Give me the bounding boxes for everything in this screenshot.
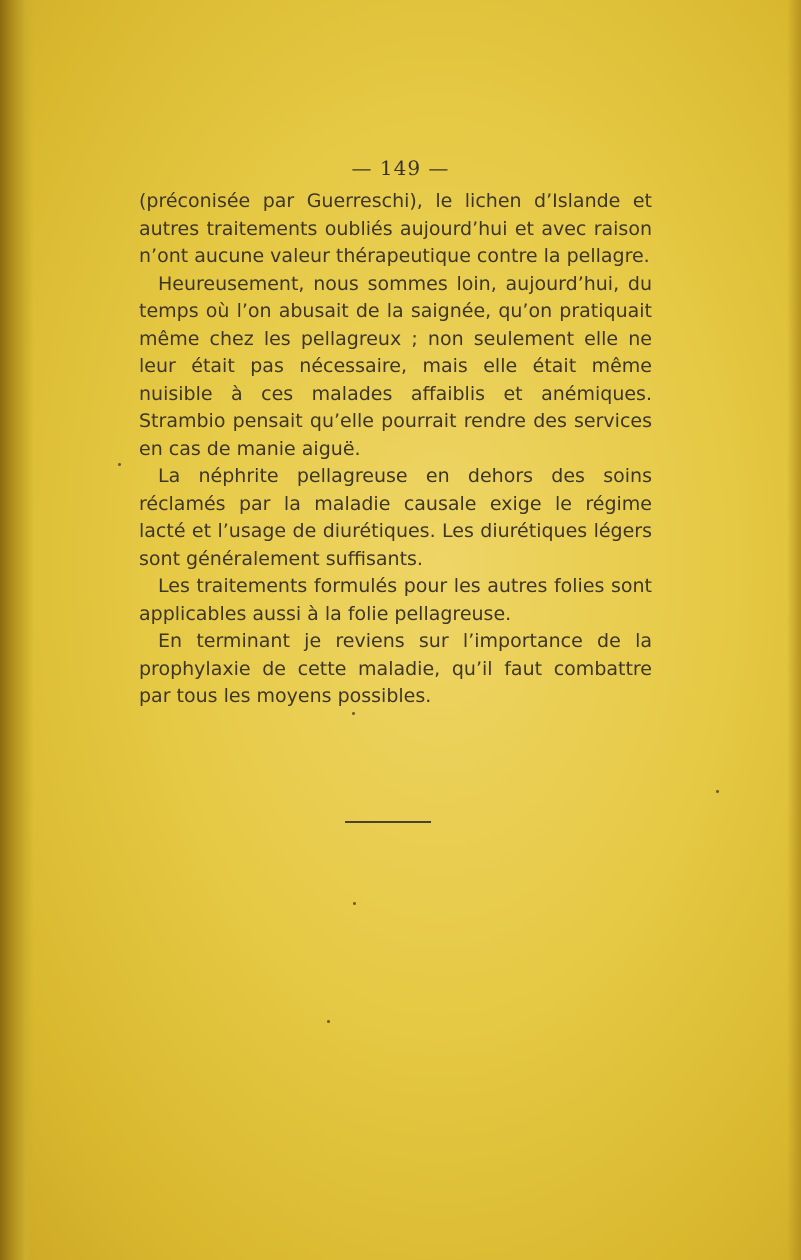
paragraph-1: (préconisée par Guerreschi), le lichen d’Islande et autres traitements oubliés aujourd’hui et avec raison n’ont aucune valeur thérapeutique contre la pellagre. <box>139 190 652 267</box>
paper-speck <box>352 712 355 715</box>
paragraph-3: La néphrite pellagreuse en dehors des soins réclamés par la maladie causale exige le régime lacté et l’usage de diurétiques. Les diurétiques légers sont généralement suffisants. <box>139 465 652 570</box>
paper-speck <box>118 463 121 466</box>
end-rule <box>345 821 431 823</box>
page-number: — 149 — <box>351 156 450 180</box>
body-text <box>139 188 652 711</box>
paragraph-5: En terminant je reviens sur l’importance de la prophylaxie de cette maladie, qu’il faut combattre par tous les moyens possibles. <box>139 630 652 707</box>
paragraph-4: Les traitements formulés pour les autres folies sont applicables aussi à la folie pellagreuse. <box>139 575 652 625</box>
paper-speck <box>327 1020 330 1023</box>
paper-speck <box>353 902 356 905</box>
paper-speck <box>716 790 719 793</box>
paragraph-2: Heureusement, nous sommes loin, aujourd’hui, du temps où l’on abusait de la saignée, qu’on pratiquait même chez les pellagreux ; non seulement elle ne leur était pas nécessaire, mais elle était même nuisible à ces malades affaiblis et anémiques. Strambio pensait qu’elle pourrait rendre des services en cas de manie aiguë. <box>139 272 652 460</box>
